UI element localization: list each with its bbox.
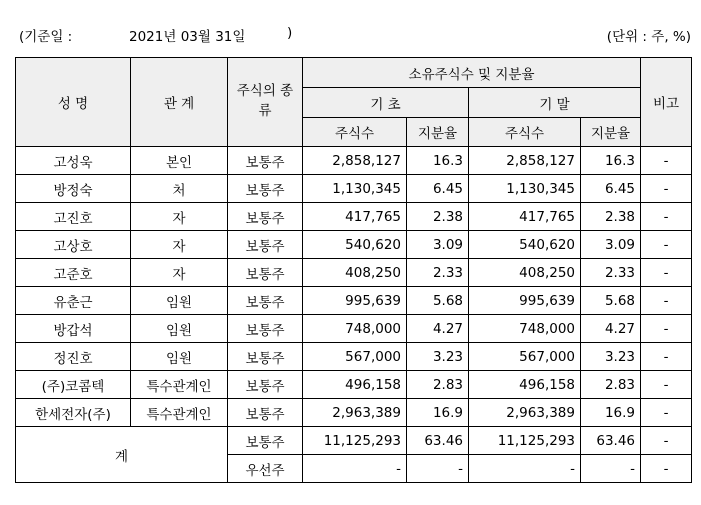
cell-note: - xyxy=(641,259,692,287)
header-relation: 관 계 xyxy=(131,58,228,147)
report-header xyxy=(15,25,691,45)
cell-relation: 자 xyxy=(131,259,228,287)
cell-relation: 특수관계인 xyxy=(131,399,228,427)
table-row xyxy=(16,399,692,427)
cell-end-ratio: 5.68 xyxy=(581,287,641,315)
cell-begin-shares: 567,000 xyxy=(303,343,407,371)
cell-begin-shares: 417,765 xyxy=(303,203,407,231)
cell-end-shares: 2,858,127 xyxy=(469,147,581,175)
cell-type: 보통주 xyxy=(228,371,303,399)
cell-end-shares: 417,765 xyxy=(469,203,581,231)
cell-relation: 자 xyxy=(131,231,228,259)
table-row xyxy=(16,231,692,259)
header-end: 기 말 xyxy=(469,88,641,118)
cell-type: 보통주 xyxy=(228,147,303,175)
cell-name: 정진호 xyxy=(16,343,131,371)
header-name: 성 명 xyxy=(16,58,131,147)
header-end-shares: 주식수 xyxy=(469,118,581,147)
cell-name: 방갑석 xyxy=(16,315,131,343)
cell-begin-shares: 408,250 xyxy=(303,259,407,287)
cell-end-ratio: 2.83 xyxy=(581,371,641,399)
cell-end-ratio: 3.23 xyxy=(581,343,641,371)
cell-type: 보통주 xyxy=(228,399,303,427)
cell-note: - xyxy=(641,455,692,483)
cell-relation: 처 xyxy=(131,175,228,203)
date-prefix: (기준일 : xyxy=(19,29,73,45)
cell-begin-ratio: - xyxy=(407,455,469,483)
unit-label: (단위 : 주, %) xyxy=(606,29,691,45)
cell-name: 한세전자(주) xyxy=(16,399,131,427)
table-row xyxy=(16,315,692,343)
table-row xyxy=(16,147,692,175)
cell-end-shares: 748,000 xyxy=(469,315,581,343)
cell-begin-shares: 11,125,293 xyxy=(303,427,407,455)
cell-end-shares: 995,639 xyxy=(469,287,581,315)
cell-type: 우선주 xyxy=(228,455,303,483)
total-row-common xyxy=(16,427,692,455)
cell-note: - xyxy=(641,147,692,175)
cell-note: - xyxy=(641,371,692,399)
cell-begin-shares: 748,000 xyxy=(303,315,407,343)
cell-end-ratio: 4.27 xyxy=(581,315,641,343)
cell-type: 보통주 xyxy=(228,231,303,259)
table-row xyxy=(16,343,692,371)
cell-end-shares: 11,125,293 xyxy=(469,427,581,455)
cell-end-ratio: 6.45 xyxy=(581,175,641,203)
cell-type: 보통주 xyxy=(228,427,303,455)
cell-end-shares: 540,620 xyxy=(469,231,581,259)
cell-type: 보통주 xyxy=(228,315,303,343)
cell-name: (주)코콤텍 xyxy=(16,371,131,399)
date-suffix: ) xyxy=(287,25,293,41)
cell-note: - xyxy=(641,399,692,427)
cell-relation: 자 xyxy=(131,203,228,231)
cell-end-ratio: 2.38 xyxy=(581,203,641,231)
cell-end-shares: 408,250 xyxy=(469,259,581,287)
cell-begin-ratio: 5.68 xyxy=(407,287,469,315)
base-date: 2021년 03월 31일 xyxy=(129,29,246,45)
cell-begin-ratio: 2.33 xyxy=(407,259,469,287)
cell-name: 유춘근 xyxy=(16,287,131,315)
header-begin-shares: 주식수 xyxy=(303,118,407,147)
total-label: 계 xyxy=(16,427,228,483)
cell-type: 보통주 xyxy=(228,175,303,203)
cell-begin-shares: 2,858,127 xyxy=(303,147,407,175)
cell-name: 방정숙 xyxy=(16,175,131,203)
header-stock-type: 주식의 종류 xyxy=(228,58,303,147)
cell-begin-shares: 995,639 xyxy=(303,287,407,315)
cell-type: 보통주 xyxy=(228,203,303,231)
cell-type: 보통주 xyxy=(228,259,303,287)
table-row xyxy=(16,287,692,315)
cell-end-ratio: 16.3 xyxy=(581,147,641,175)
table-row xyxy=(16,175,692,203)
cell-end-ratio: - xyxy=(581,455,641,483)
cell-end-ratio: 3.09 xyxy=(581,231,641,259)
cell-note: - xyxy=(641,203,692,231)
cell-begin-shares: 2,963,389 xyxy=(303,399,407,427)
cell-end-shares: 2,963,389 xyxy=(469,399,581,427)
header-begin-ratio: 지분율 xyxy=(407,118,469,147)
cell-relation: 임원 xyxy=(131,315,228,343)
cell-note: - xyxy=(641,315,692,343)
cell-name: 고진호 xyxy=(16,203,131,231)
cell-end-ratio: 16.9 xyxy=(581,399,641,427)
cell-type: 보통주 xyxy=(228,343,303,371)
cell-type: 보통주 xyxy=(228,287,303,315)
cell-end-shares: - xyxy=(469,455,581,483)
cell-begin-ratio: 2.38 xyxy=(407,203,469,231)
cell-note: - xyxy=(641,287,692,315)
cell-note: - xyxy=(641,427,692,455)
cell-begin-ratio: 6.45 xyxy=(407,175,469,203)
cell-begin-shares: 1,130,345 xyxy=(303,175,407,203)
header-end-ratio: 지분율 xyxy=(581,118,641,147)
cell-begin-ratio: 3.23 xyxy=(407,343,469,371)
table-row xyxy=(16,371,692,399)
cell-name: 고상호 xyxy=(16,231,131,259)
cell-begin-ratio: 16.9 xyxy=(407,399,469,427)
cell-end-shares: 496,158 xyxy=(469,371,581,399)
cell-begin-ratio: 63.46 xyxy=(407,427,469,455)
cell-end-ratio: 2.33 xyxy=(581,259,641,287)
cell-begin-ratio: 4.27 xyxy=(407,315,469,343)
shareholding-table xyxy=(15,57,692,483)
cell-relation: 임원 xyxy=(131,287,228,315)
cell-begin-shares: 540,620 xyxy=(303,231,407,259)
cell-end-shares: 1,130,345 xyxy=(469,175,581,203)
cell-note: - xyxy=(641,175,692,203)
cell-begin-ratio: 16.3 xyxy=(407,147,469,175)
cell-begin-shares: - xyxy=(303,455,407,483)
header-begin: 기 초 xyxy=(303,88,469,118)
cell-begin-ratio: 3.09 xyxy=(407,231,469,259)
table-row xyxy=(16,259,692,287)
cell-begin-ratio: 2.83 xyxy=(407,371,469,399)
cell-name: 고준호 xyxy=(16,259,131,287)
cell-note: - xyxy=(641,343,692,371)
cell-relation: 임원 xyxy=(131,343,228,371)
cell-name: 고성욱 xyxy=(16,147,131,175)
cell-begin-shares: 496,158 xyxy=(303,371,407,399)
cell-relation: 특수관계인 xyxy=(131,371,228,399)
table-row xyxy=(16,203,692,231)
header-note: 비고 xyxy=(641,58,692,147)
cell-relation: 본인 xyxy=(131,147,228,175)
cell-end-shares: 567,000 xyxy=(469,343,581,371)
cell-note: - xyxy=(641,231,692,259)
cell-end-ratio: 63.46 xyxy=(581,427,641,455)
header-holdings: 소유주식수 및 지분율 xyxy=(303,58,641,88)
